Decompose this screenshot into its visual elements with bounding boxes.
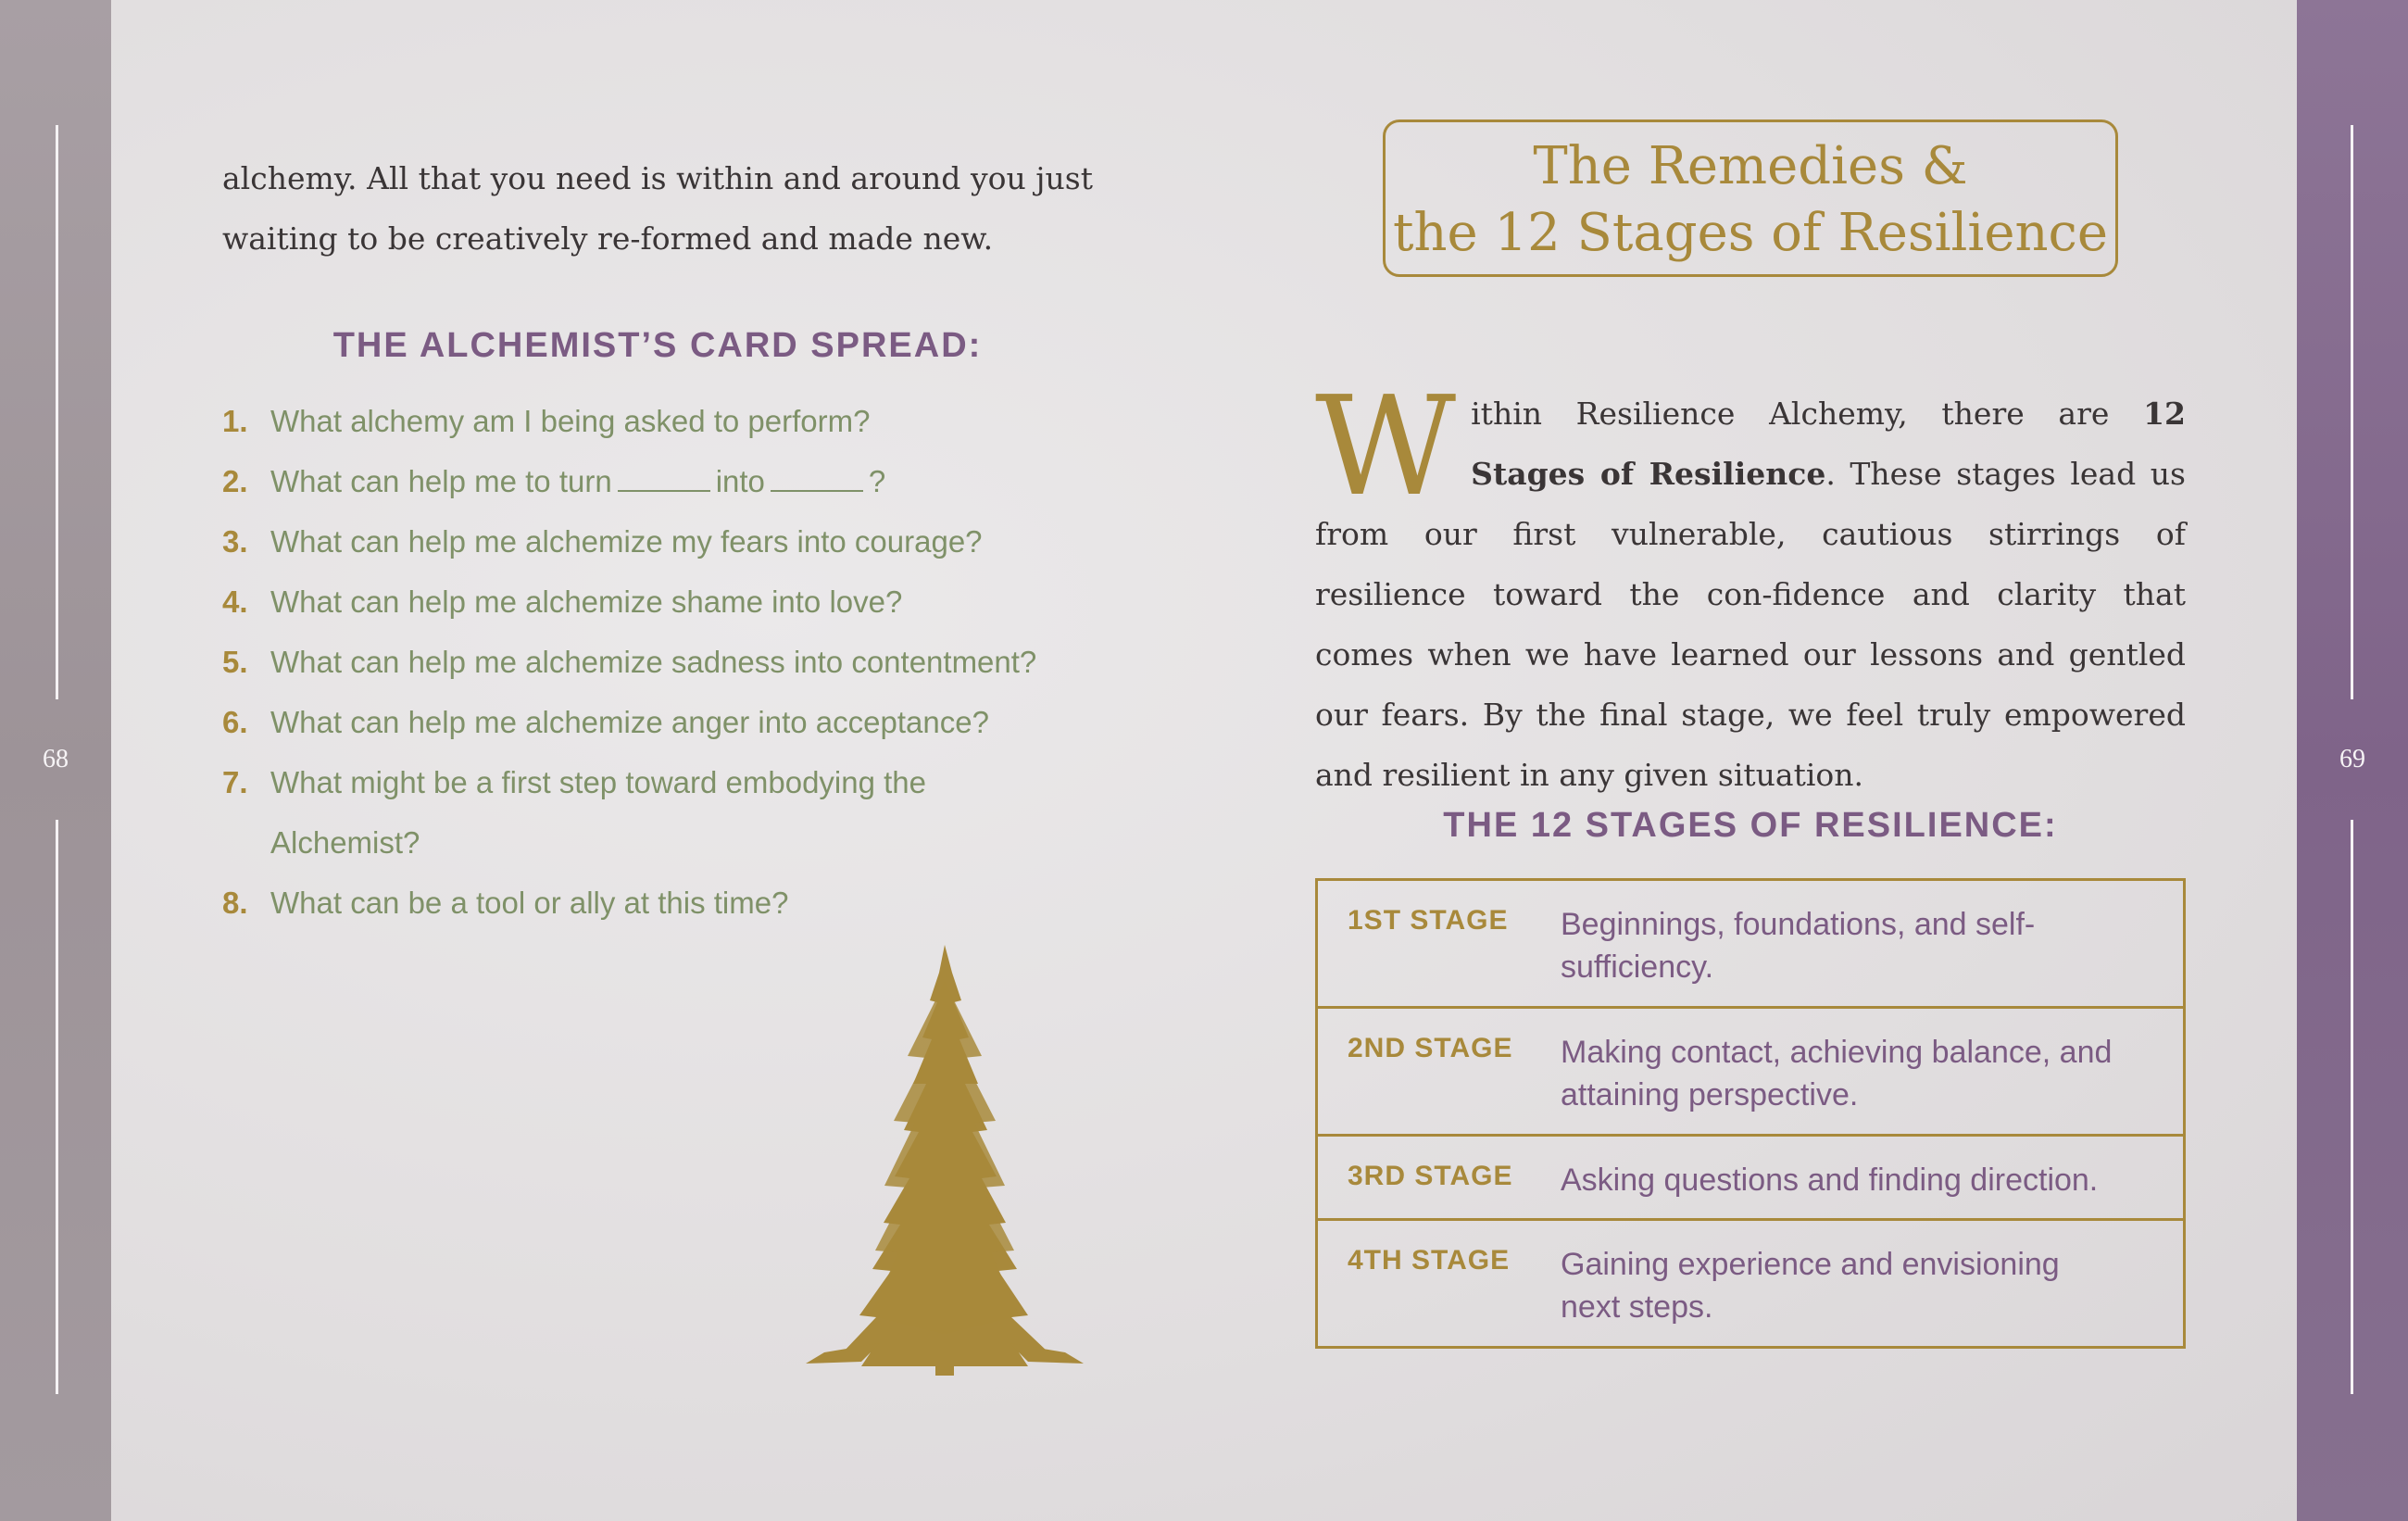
question-list bbox=[222, 391, 1111, 933]
fill-in-blank bbox=[771, 466, 863, 492]
chapter-title-box bbox=[1383, 119, 2118, 277]
question-text-end: ? bbox=[868, 464, 886, 498]
item-number: 3. bbox=[222, 524, 248, 559]
left-edge-line-bottom bbox=[56, 820, 58, 1394]
fill-in-blank bbox=[618, 466, 710, 492]
question-text: What can help me to turn bbox=[270, 464, 612, 498]
drop-cap: W bbox=[1315, 367, 1457, 526]
tree-icon bbox=[806, 945, 1084, 1380]
item-number: 7. bbox=[222, 765, 248, 799]
page-number-right: 69 bbox=[2339, 745, 2365, 773]
paragraph-end: . These stages lead us from our first vulnerable, cautious stirrings of resilience toward the con-fidence and clarity that comes when we have learned our lessons and gentled our fears. By the final stage, we feel truly empowered and resilient in any given situation. bbox=[1315, 456, 2186, 793]
stage-description: Beginnings, foundations, and self-sufficiency. bbox=[1561, 907, 2036, 985]
page-number-left: 68 bbox=[43, 745, 69, 773]
stage-description: Gaining experience and envisioning next steps. bbox=[1561, 1247, 2060, 1325]
item-number: 6. bbox=[222, 705, 248, 739]
table-row bbox=[1318, 1221, 2183, 1346]
list-item bbox=[222, 632, 1111, 692]
table-row bbox=[1318, 1137, 2183, 1221]
list-item bbox=[222, 391, 1111, 451]
stage-label: 4TH STAGE bbox=[1348, 1245, 1511, 1276]
list-item bbox=[222, 572, 1111, 632]
item-number: 8. bbox=[222, 886, 248, 920]
stage-label: 3RD STAGE bbox=[1348, 1161, 1513, 1191]
chapter-title-line2: the 12 Stages of Resilience bbox=[1392, 203, 2109, 263]
list-item bbox=[222, 511, 1111, 572]
left-edge-line-top bbox=[56, 125, 58, 699]
right-edge-line-top bbox=[2351, 125, 2353, 699]
question-text: What can help me alchemize my fears into courage? bbox=[270, 524, 983, 559]
body-paragraph bbox=[1315, 367, 2186, 805]
question-text: What can help me alchemize anger into acceptance? bbox=[270, 705, 989, 739]
item-number: 1. bbox=[222, 404, 248, 438]
stage-label: 1ST STAGE bbox=[1348, 905, 1509, 936]
question-text: What might be a first step toward embodying the Alchemist? bbox=[270, 765, 927, 860]
question-text: What alchemy am I being asked to perform? bbox=[270, 404, 871, 438]
item-number: 4. bbox=[222, 585, 248, 619]
list-item bbox=[222, 752, 1067, 873]
question-text-middle: into bbox=[715, 464, 765, 498]
item-number: 5. bbox=[222, 645, 248, 679]
table-row bbox=[1318, 1009, 2183, 1137]
card-spread-heading: THE ALCHEMIST’S CARD SPREAD: bbox=[332, 326, 983, 365]
right-edge-line-bottom bbox=[2351, 820, 2353, 1394]
paragraph-start: ithin Resilience Alchemy, there are bbox=[1471, 396, 2144, 432]
question-text: What can help me alchemize sadness into contentment? bbox=[270, 645, 1037, 679]
question-text: What can help me alchemize shame into love? bbox=[270, 585, 903, 619]
table-row bbox=[1318, 881, 2183, 1009]
list-item bbox=[222, 692, 1111, 752]
list-item bbox=[222, 873, 1111, 933]
item-number: 2. bbox=[222, 464, 248, 498]
stage-description: Asking questions and finding direction. bbox=[1561, 1163, 2099, 1198]
stage-label: 2ND STAGE bbox=[1348, 1033, 1513, 1063]
intro-paragraph: alchemy. All that you need is within and around you just waiting to be creatively re-formed and made new. bbox=[222, 160, 1093, 257]
question-text: What can be a tool or ally at this time? bbox=[270, 886, 789, 920]
list-item bbox=[222, 451, 1111, 511]
stage-description: Making contact, achieving balance, and attaining perspective. bbox=[1561, 1035, 2113, 1112]
chapter-title-line1: The Remedies & bbox=[1533, 136, 1968, 196]
paragraph-bold: 12 Stages of Resilience bbox=[1471, 396, 2186, 492]
stages-table bbox=[1315, 878, 2186, 1349]
stages-heading: THE 12 STAGES OF RESILIENCE: bbox=[1443, 806, 2058, 845]
